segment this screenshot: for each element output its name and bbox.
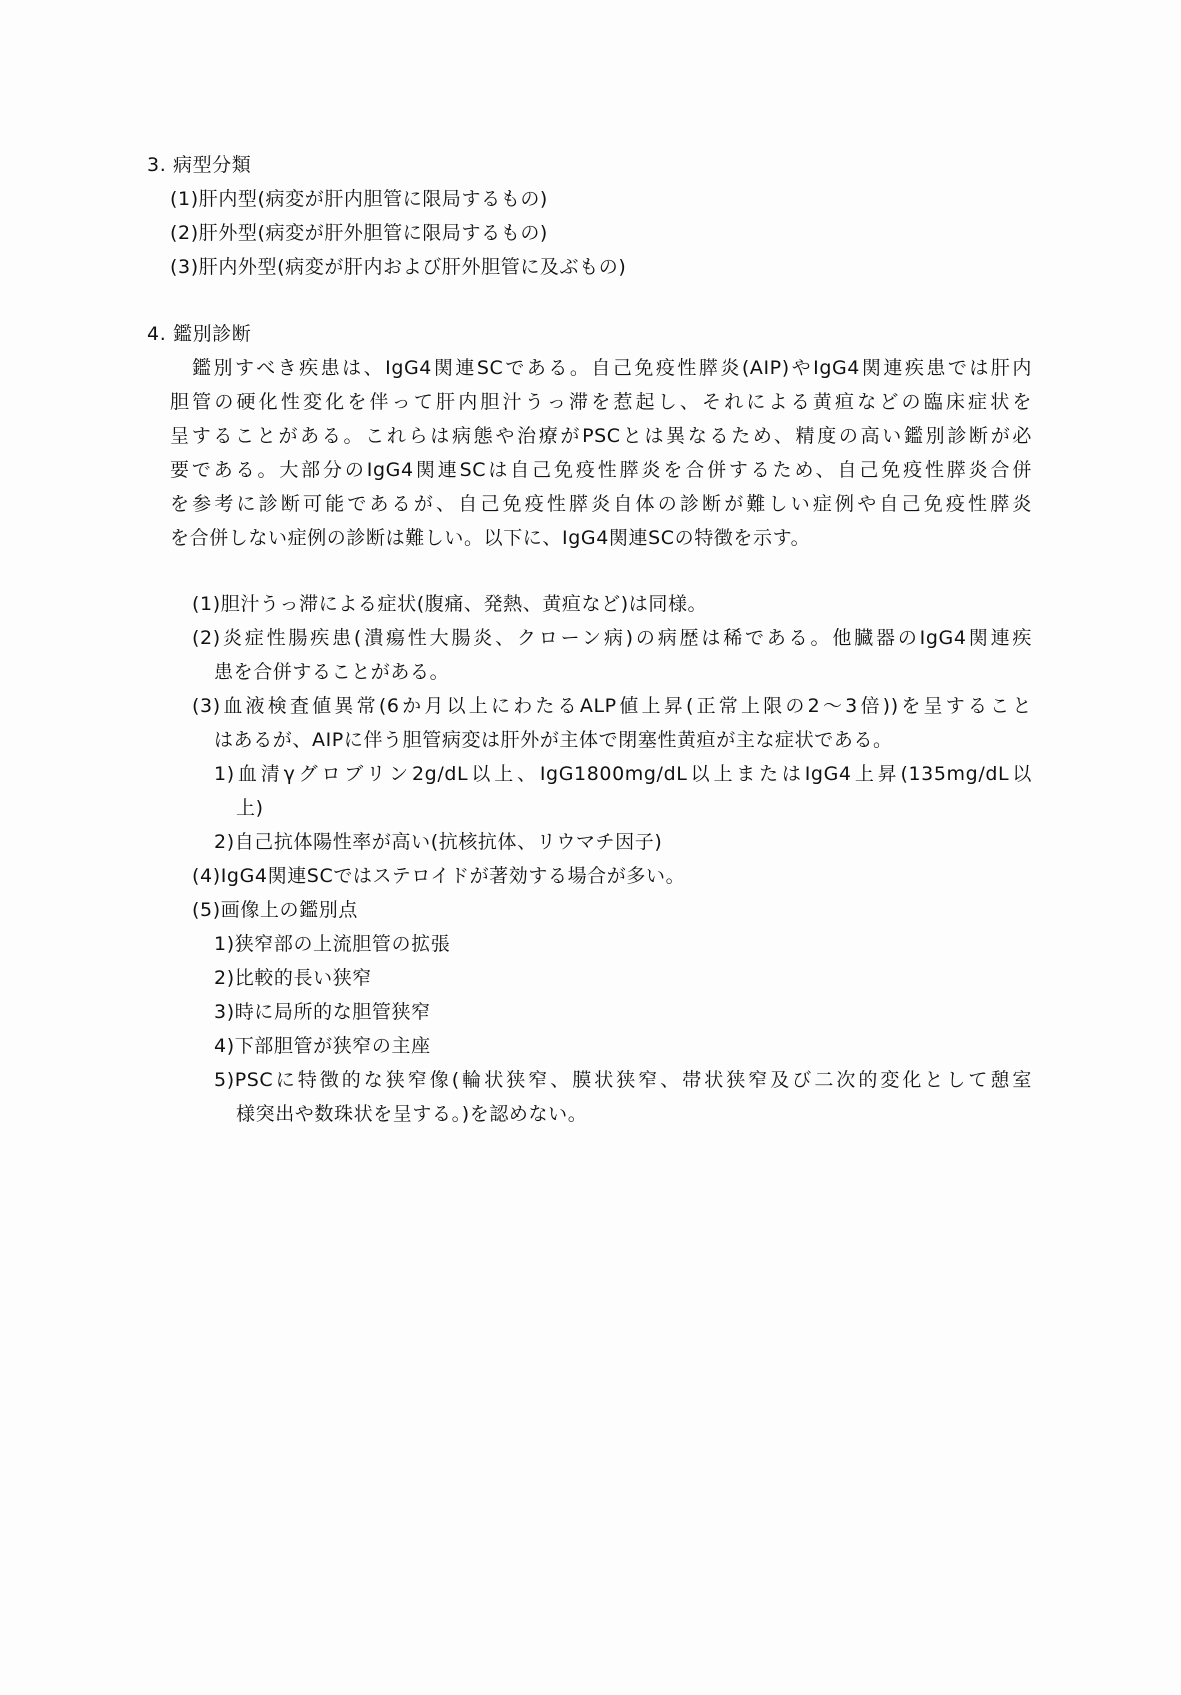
- feature-item-3: (3)血液検査値異常(6か月以上にわたるALP値上昇(正常上限の2〜3倍))を呈すること: [192, 695, 1032, 717]
- feature-item-4: (4)IgG4関連SCではステロイドが著効する場合が多い。: [192, 865, 686, 887]
- classification-item-2: (2)肝外型(病変が肝外胆管に限局するもの): [170, 222, 548, 244]
- feature-item-2-cont: 患を合併することがある。: [214, 661, 450, 683]
- imaging-point-2: 2)比較的長い狭窄: [214, 967, 372, 989]
- imaging-point-1: 1)狭窄部の上流胆管の拡張: [214, 933, 451, 955]
- imaging-point-5-cont: 様突出や数珠状を呈する。)を認めない。: [236, 1103, 588, 1125]
- feature-item-1: (1)胆汁うっ滞による症状(腹痛、発熱、黄疸など)は同様。: [192, 593, 708, 615]
- feature-item-3-sub-2: 2)自己抗体陽性率が高い(抗核抗体、リウマチ因子): [214, 831, 663, 853]
- classification-item-3: (3)肝内外型(病変が肝内および肝外胆管に及ぶもの): [170, 256, 627, 278]
- imaging-point-3: 3)時に局所的な胆管狭窄: [214, 1001, 431, 1023]
- paragraph-line: を合併しない症例の診断は難しい。以下に、IgG4関連SCの特徴を示す。: [170, 527, 811, 549]
- imaging-point-4: 4)下部胆管が狭窄の主座: [214, 1035, 431, 1057]
- section-3-heading: 3. 病型分類: [147, 154, 252, 176]
- paragraph-line: 鑑別すべき疾患は、IgG4関連SCである。自己免疫性膵炎(AIP)やIgG4関連疾患では肝内: [192, 357, 1032, 379]
- paragraph-line: 胆管の硬化性変化を伴って肝内胆汁うっ滞を惹起し、それによる黄疸などの臨床症状を: [170, 391, 1032, 413]
- paragraph-line: 呈することがある。これらは病態や治療がPSCとは異なるため、精度の高い鑑別診断が必: [170, 425, 1032, 447]
- feature-item-3-cont: はあるが、AIPに伴う胆管病変は肝外が主体で閉塞性黄疸が主な症状である。: [214, 729, 893, 751]
- classification-item-1: (1)肝内型(病変が肝内胆管に限局するもの): [170, 188, 548, 210]
- section-4-heading: 4. 鑑別診断: [147, 323, 252, 345]
- feature-item-5: (5)画像上の鑑別点: [192, 899, 358, 921]
- feature-item-3-sub-1-cont: 上): [236, 797, 264, 819]
- paragraph-line: を参考に診断可能であるが、自己免疫性膵炎自体の診断が難しい症例や自己免疫性膵炎: [170, 493, 1032, 515]
- feature-item-2: (2)炎症性腸疾患(潰瘍性大腸炎、クローン病)の病歴は稀である。他臓器のIgG4関連疾: [192, 627, 1032, 649]
- paragraph-line: 要である。大部分のIgG4関連SCは自己免疫性膵炎を合併するため、自己免疫性膵炎合併: [170, 459, 1032, 481]
- feature-item-3-sub-1: 1)血清γグロブリン2g/dL以上、IgG1800mg/dL以上またはIgG4上昇(135mg/dL以: [214, 763, 1032, 785]
- imaging-point-5: 5)PSCに特徴的な狭窄像(輪状狭窄、膜状狭窄、帯状狭窄及び二次的変化として憩室: [214, 1069, 1032, 1091]
